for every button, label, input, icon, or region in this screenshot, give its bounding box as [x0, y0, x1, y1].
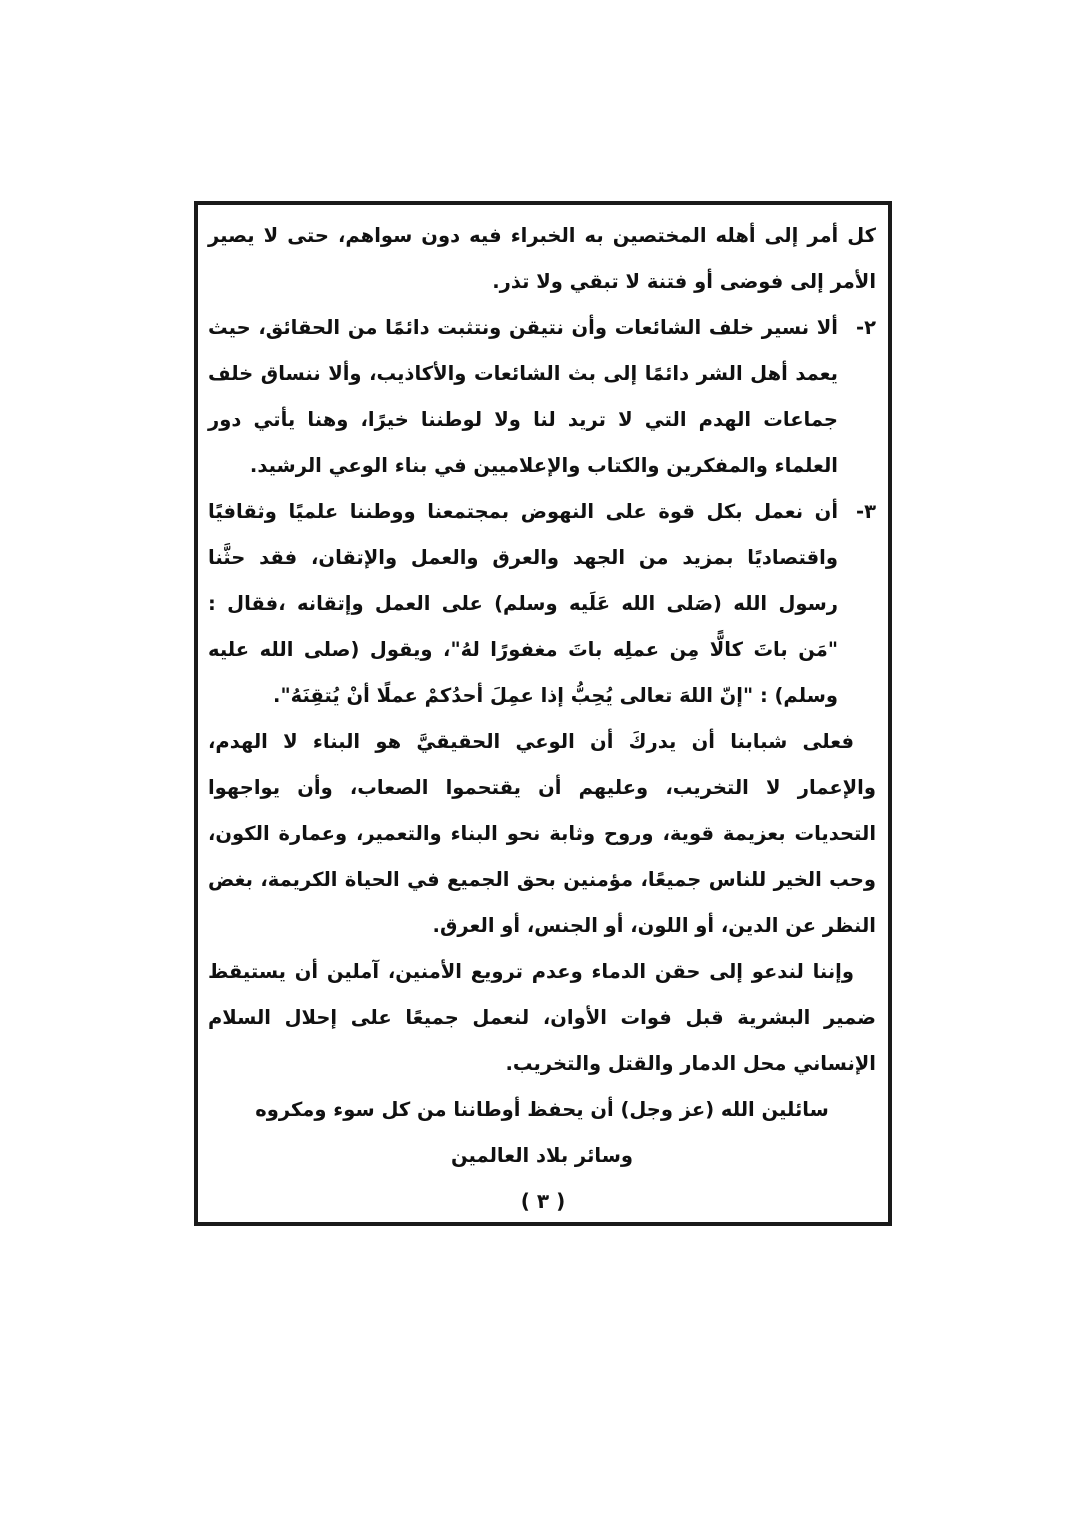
list-number: ٣- [856, 500, 876, 523]
list-item-2 [208, 305, 876, 489]
closing-prayer-line-2: وسائر بلاد العالمين [450, 1144, 634, 1167]
list-text: أن نعمل بكل قوة على النهوض بمجتمعنا ووطننا علميًا وثقافيًا واقتصاديًا بمزيد من الجهد والعرق والعمل والإتقان، فقد حثَّنا رسول الله (صَلى الله عَلَيه وسلم) على العمل وإتقانه ،فقال : "مَن باتَ كالًّا مِن عملِه باتَ مغفورًا لهُ"، ويقول (صلى الله عليه وسلم) : "إنّ اللهَ تعالى يُحِبُّ إذا عمِلَ أحدُكمْ عملًا أنْ يُتقِنَهُ". [208, 500, 838, 707]
closing-prayer-line-1: سائلين الله (عز وجل) أن يحفظ أوطاننا من كل سوء ومكروه [255, 1098, 829, 1121]
page-border-frame [194, 201, 892, 1226]
youth-awareness-paragraph: فعلى شبابنا أن يدركَ أن الوعي الحقيقيَّ هو البناء لا الهدم، والإعمار لا التخريب، وعليهم أن يقتحموا الصعاب، وأن يواجهوا التحديات بعزيمة قوية، وروح وثابة نحو البناء والتعمير، وعمارة الكون، وحب الخير للناس جميعًا، مؤمنين بحق الجميع في الحياة الكريمة، بغض النظر عن الدين، أو اللون، أو الجنس، أو العرق. [208, 730, 876, 937]
list-text: ألا نسير خلف الشائعات وأن نتيقن ونتثبت دائمًا من الحقائق، حيث يعمد أهل الشر دائمًا إلى بث الشائعات والأكاذيب، وألا ننساق خلف جماعات الهدم التي لا تريد لنا ولا لوطننا خيرًا، وهنا يأتي دور العلماء والمفكرين والكتاب والإعلاميين في بناء الوعي الرشيد. [208, 316, 838, 477]
peace-call-paragraph: وإننا لندعو إلى حقن الدماء وعدم ترويع الأمنين، آملين أن يستيقظ ضمير البشرية قبل فوات الأوان، لنعمل جميعًا على إحلال السلام الإنساني محل الدمار والقتل والتخريب. [208, 960, 876, 1075]
document-body [208, 213, 876, 1179]
list-item-3 [208, 489, 876, 719]
list-number: ٢- [856, 316, 876, 339]
continuation-paragraph: كل أمر إلى أهله المختصين به الخبراء فيه دون سواهم، حتى لا يصير الأمر إلى فوضى أو فتنة لا تبقي ولا تذر. [208, 224, 876, 293]
page-number: ( ٣ ) [520, 1189, 566, 1213]
